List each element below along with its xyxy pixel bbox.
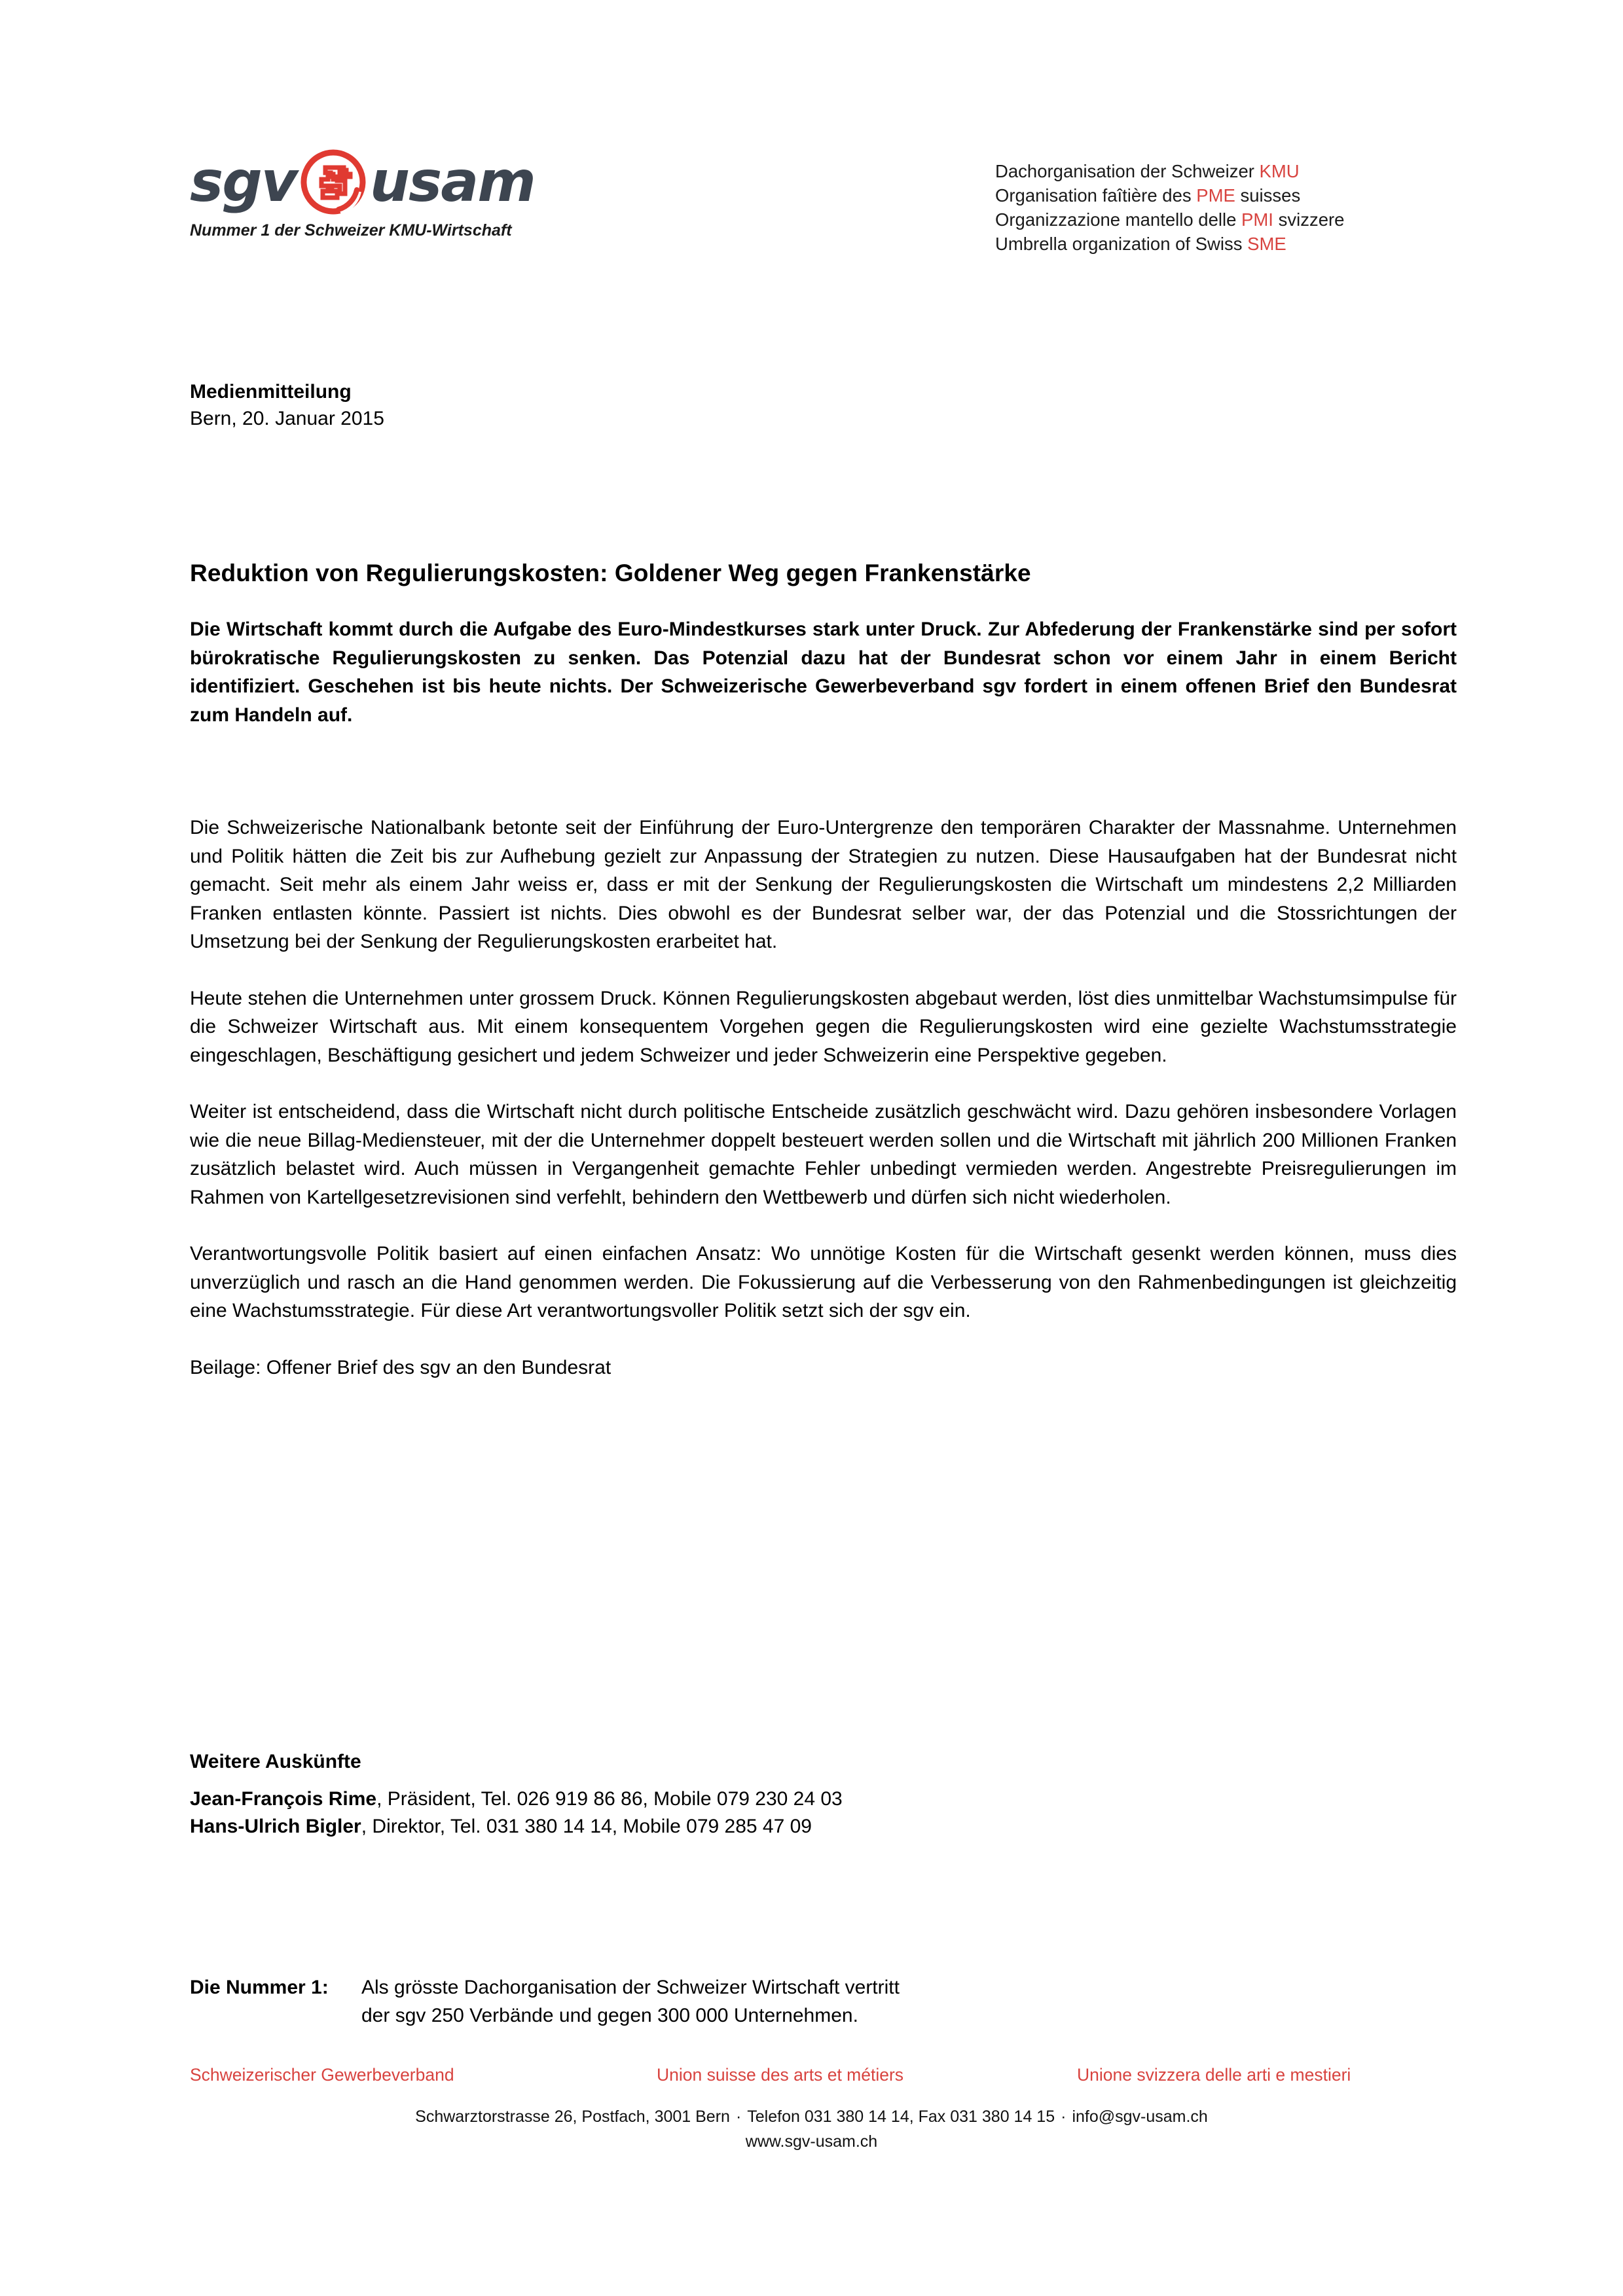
nummer-eins-row	[190, 1973, 1457, 2030]
contact-person-1-details: , Präsident, Tel. 026 919 86 86, Mobile 079 230 24 03	[376, 1787, 843, 1810]
lang-line-fr	[995, 183, 1493, 207]
sgv-roundel-icon	[299, 148, 367, 216]
logo-wordmark-row	[190, 147, 714, 216]
lang-it-suffix: svizzere	[1273, 209, 1345, 230]
document-type-label: Medienmitteilung	[190, 381, 352, 403]
organization-languages	[995, 159, 1493, 256]
footer-name-de: Schweizerischer Gewerbeverband	[190, 2065, 454, 2085]
footer-website[interactable]: www.sgv-usam.ch	[745, 2132, 878, 2151]
lang-de-accent: KMU	[1259, 161, 1300, 181]
footer-phone-fax: Telefon 031 380 14 14, Fax 031 380 14 15	[747, 2108, 1055, 2126]
lang-fr-accent: PME	[1196, 185, 1235, 206]
logo-word-usam: usam	[369, 149, 535, 215]
paragraph-4: Verantwortungsvolle Politik basiert auf einen einfachen Ansatz: Wo unnötige Kosten für die Wirtschaft gesenkt werden können, muss dies unverzüglich und rasch an die Hand genommen werden. Die Fokussierung auf die Verbesserung von den Rahmenbedingungen ist gleichzeitig eine Wachstumsstrategie. Für diese Art verantwortungsvoller Politik setzt sich der sgv ein.	[190, 1243, 1457, 1321]
footer-contact-line	[0, 2104, 1623, 2129]
contact-block	[190, 1748, 1457, 1840]
logo-word-sgv: sgv	[190, 149, 297, 215]
letterhead-header	[190, 147, 1453, 278]
page-title: Reduktion von Regulierungskosten: Goldener Weg gegen Frankenstärke	[190, 559, 1031, 586]
nummer-eins-block	[190, 1973, 1457, 2030]
footer-contact-details	[0, 2104, 1623, 2154]
paragraph-3: Weiter ist entscheidend, dass die Wirtschaft nicht durch politische Entscheide zusätzlich geschwächt wird. Dazu gehören insbesondere Vorlagen wie die neue Billag-Mediensteuer, mit der die Unternehmer doppelt besteuert werden sollen und die Wirtschaft mit jährlich 200 Millionen Franken zusätzlich belastet wird. Auch müssen in Vergangenheit gemachte Fehler unbedingt vermieden werden. Angestrebte Preisregulierungen im Rahmen von Kartellgesetzrevisionen sind verfehlt, behindern den Wettbewerb und dürfen sich nicht wiederholen.	[190, 1101, 1457, 1208]
footer-address: Schwarztorstrasse 26, Postfach, 3001 Bern	[415, 2108, 730, 2126]
contact-person-2	[190, 1813, 1457, 1840]
page-footer	[0, 2065, 1623, 2154]
lang-line-de	[995, 159, 1493, 183]
footer-email[interactable]: info@sgv-usam.ch	[1072, 2108, 1208, 2126]
enclosure-note: Beilage: Offener Brief des sgv an den Bundesrat	[190, 1356, 611, 1378]
lang-de-prefix: Dachorganisation der Schweizer	[995, 161, 1260, 181]
paragraph-2: Heute stehen die Unternehmen unter grossem Druck. Können Regulierungskosten abgebaut werden, löst dies unmittelbar Wachstumsimpulse für die Schweizer Wirtschaft aus. Mit einem konsequentem Vorgehen gegen die Regulierungskosten wird eine gezielte Wachstumsstrategie eingeschlagen, Beschäftigung gesichert und jedem Schweizer und jeder Schweizerin eine Perspektive gegeben.	[190, 987, 1457, 1066]
nummer-eins-line-1: Als grösste Dachorganisation der Schweizer Wirtschaft vertritt	[361, 1977, 900, 1998]
lang-fr-suffix: suisses	[1235, 185, 1301, 206]
contact-heading: Weitere Auskünfte	[190, 1751, 361, 1772]
sgv-usam-logo	[190, 147, 714, 240]
paragraph-1: Die Schweizerische Nationalbank betonte seit der Einführung der Euro-Untergrenze den temporären Charakter der Massnahme. Unternehmen und Politik hätten die Zeit bis zur Aufhebung gezielt zur Anpassung der Strategien zu nutzen. Diese Hausaufgaben hat der Bundesrat nicht gemacht. Seit mehr als einem Jahr weiss er, dass er mit der Senkung der Regulierungskosten die Wirtschaft um mindestens 2,2 Milliarden Franken entlasten könnte. Passiert ist nichts. Dies obwohl es der Bundesrat selber war, der das Potenzial und die Stossrichtungen der Umsetzung bei der Senkung der Regulierungskosten erarbeitet hat.	[190, 817, 1457, 952]
lang-fr-prefix: Organisation faîtière des	[995, 185, 1197, 206]
nummer-eins-text	[361, 1973, 1457, 2030]
footer-separator-1: ·	[735, 2108, 742, 2126]
contact-person-1	[190, 1785, 1457, 1813]
lead-paragraph: Die Wirtschaft kommt durch die Aufgabe des Euro-Mindestkurses stark unter Druck. Zur Abfederung der Frankenstärke sind per sofort bürokratische Regulierungskosten zu senken. Das Potenzial dazu hat der Bundesrat schon vor einem Jahr in einem Bericht identifiziert. Geschehen ist bis heute nichts. Der Schweizerische Gewerbeverband sgv fordert in einem offenen Brief den Bundesrat zum Handeln auf.	[190, 619, 1457, 726]
lang-line-it	[995, 207, 1493, 232]
contact-person-1-name: Jean-François Rime	[190, 1787, 377, 1810]
footer-name-it: Unione svizzera delle arti e mestieri	[1077, 2065, 1351, 2085]
logo-tagline: Nummer 1 der Schweizer KMU-Wirtschaft	[190, 221, 512, 240]
lang-en-prefix: Umbrella organization of Swiss	[995, 234, 1248, 254]
lang-it-accent: PMI	[1241, 209, 1273, 230]
body-text	[190, 814, 1457, 1382]
nummer-eins-label: Die Nummer 1:	[190, 1977, 329, 1998]
lang-en-accent: SME	[1247, 234, 1286, 254]
footer-name-fr: Union suisse des arts et métiers	[657, 2065, 904, 2085]
nummer-eins-line-2: der sgv 250 Verbände und gegen 300 000 Unternehmen.	[361, 2005, 858, 2026]
lang-it-prefix: Organizzazione mantello delle	[995, 209, 1242, 230]
place-and-date: Bern, 20. Januar 2015	[190, 408, 384, 429]
contact-person-2-details: , Direktor, Tel. 031 380 14 14, Mobile 079 285 47 09	[361, 1815, 812, 1837]
footer-separator-2: ·	[1061, 2108, 1067, 2126]
document-meta	[190, 378, 976, 432]
contact-person-2-name: Hans-Ulrich Bigler	[190, 1815, 361, 1837]
footer-organization-names	[0, 2065, 1623, 2092]
lang-line-en	[995, 232, 1493, 256]
